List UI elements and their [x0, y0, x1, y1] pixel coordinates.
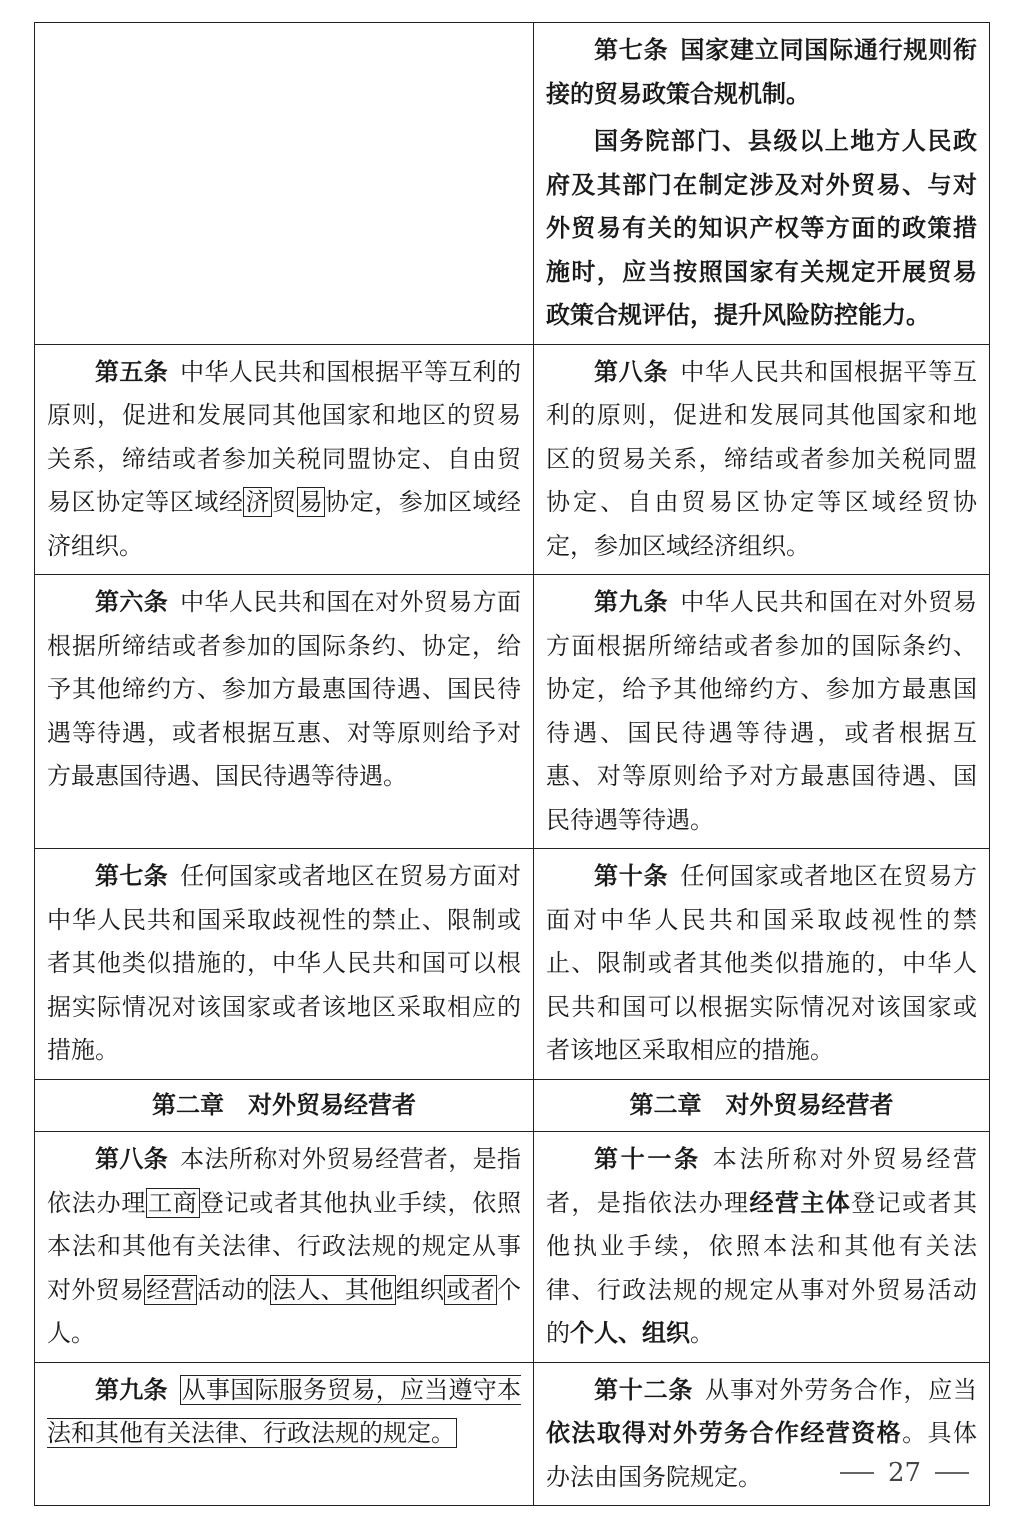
article-number: 第七条: [594, 36, 669, 64]
article-number: 第八条: [594, 357, 669, 386]
article-paragraph: [546, 351, 977, 569]
article-text: 中华人民共和国在对外贸易方面根据所缔结或者参加的国际条约、协定，给予其他缔约方、参加方最惠国待遇、国民待遇等待遇，或者根据互惠、对等原则给予对方最惠国待遇、国民待遇等待遇。: [47, 588, 521, 790]
article-paragraph: [546, 581, 977, 842]
new-version-cell: [534, 575, 990, 849]
old-version-cell: [35, 575, 534, 849]
article-text: 。: [690, 1319, 714, 1347]
deleted-text-box: 或者: [446, 1275, 496, 1304]
amended-text: 国家建立同国际通行规则衔接的贸易政策合规机制。: [546, 36, 978, 108]
article-number: 第十二条: [594, 1375, 694, 1404]
article-number: 第九条: [95, 1375, 168, 1404]
article-text: 任何国家或者地区在贸易方面对中华人民共和国采取歧视性的禁止、限制或者其他类似措施的，中华人民共和国可以根据实际情况对该国家或者该地区采取相应的措施。: [546, 862, 978, 1064]
article-paragraph: [546, 1138, 977, 1356]
amended-text: 个人、组织: [570, 1319, 690, 1347]
footer-dash-right: [935, 1472, 969, 1474]
article-number: 第五条: [95, 357, 169, 386]
article-number: 第七条: [95, 862, 169, 890]
page-footer: [840, 1458, 990, 1488]
deleted-text-box: 经营: [146, 1275, 196, 1304]
old-version-cell: [35, 1362, 534, 1506]
footer-dash-left: [840, 1472, 874, 1474]
article-row: [35, 575, 990, 849]
new-version-cell: [534, 849, 990, 1080]
article-text: 登记或者其他执业手续，依照本法和其他有关法律、行政法规的规定从事对外贸易: [47, 1188, 522, 1304]
article-paragraph: [47, 351, 521, 569]
article-row: [35, 344, 990, 575]
article-row: [35, 23, 990, 345]
chapter-title: 对外贸易经营者: [725, 1090, 894, 1119]
amended-text: 经营主体: [749, 1188, 852, 1217]
article-row: [35, 849, 990, 1080]
chapter-number: 第二章: [152, 1090, 224, 1119]
article-text: 从事对外劳务合作，应当: [705, 1375, 978, 1404]
article-paragraph: [47, 581, 521, 799]
chapter-number: 第二章: [629, 1090, 702, 1119]
deleted-text-box: 法人、其他: [272, 1275, 394, 1304]
article-text: 贸: [272, 488, 297, 516]
deleted-text-box: 易: [298, 488, 324, 516]
old-version-cell: [35, 849, 534, 1080]
article-row: [35, 1132, 990, 1363]
article-text: 。具体办法由国务院规定。: [546, 1419, 977, 1491]
deleted-text-box: 从事国际服务贸易，应当遵守本法和其他有关法律、行政法规的规定。: [47, 1375, 521, 1447]
article-text: 活动的: [197, 1275, 271, 1304]
article-paragraph: [546, 29, 977, 116]
article-number: 第十条: [594, 862, 669, 890]
new-version-cell: [534, 1132, 990, 1363]
comparison-table-body: [35, 23, 990, 1506]
article-text: 组织: [395, 1275, 445, 1304]
amended-text: 国务院部门、县级以上地方人民政府及其部门在制定涉及对外贸易、与对外贸易有关的知识产权等方面的政策措施时，应当按照国家有关规定开展贸易政策合规评估，提升风险防控能力。: [546, 127, 977, 329]
old-version-cell: [35, 344, 534, 575]
amended-text: 依法取得对外劳务合作经营资格: [546, 1419, 903, 1447]
deleted-text-box: 工商: [148, 1188, 198, 1217]
article-paragraph: [546, 120, 977, 338]
article-text: 个人。: [47, 1275, 522, 1347]
article-text: 中华人民共和国根据平等互利的原则，促进和发展同其他国家和地区的贸易关系，缔结或者参加关税同盟协定、自由贸易区协定等区域经贸协定，参加区域经济组织。: [546, 357, 978, 560]
article-text: 本法所称对外贸易经营者，是指依法办理: [546, 1145, 978, 1217]
article-text: 中华人民共和国根据平等互利的原则，促进和发展同其他国家和地区的贸易关系，缔结或者参加关税同盟协定、自由贸易区协定等区域经: [47, 357, 521, 516]
deleted-text-box: 济: [245, 488, 271, 516]
article-paragraph: [47, 1369, 521, 1456]
old-version-cell: [35, 23, 534, 345]
article-text: 协定，参加区域经济组织。: [47, 488, 522, 560]
article-text: 中华人民共和国在对外贸易方面根据所缔结或者参加的国际条约、协定，给予其他缔约方、参加方最惠国待遇、国民待遇等待遇，或者根据互惠、对等原则给予对方最惠国待遇、国民待遇等待遇。: [546, 588, 978, 834]
article-paragraph: [546, 855, 977, 1073]
new-version-cell: [534, 344, 990, 575]
article-text: 本法所称对外贸易经营者，是指依法办理: [47, 1145, 521, 1217]
new-version-cell: [534, 23, 990, 345]
new-version-cell: [534, 1079, 990, 1132]
article-paragraph: [47, 1138, 521, 1356]
old-version-cell: [35, 1079, 534, 1132]
chapter-title: 对外贸易经营者: [248, 1090, 416, 1119]
article-text: 登记或者其他执业手续，依照本法和其他有关法律、行政法规的规定从事对外贸易活动的: [546, 1188, 977, 1347]
page-number: 27: [888, 1458, 922, 1488]
article-number: 第六条: [95, 588, 169, 616]
article-number: 第九条: [594, 588, 669, 616]
comparison-table: [34, 22, 990, 1506]
chapter-row: [35, 1079, 990, 1132]
article-paragraph: [47, 855, 521, 1073]
article-number: 第八条: [95, 1145, 169, 1173]
article-number: 第十一条: [594, 1145, 701, 1173]
old-version-cell: [35, 1132, 534, 1363]
article-text: 任何国家或者地区在贸易方面对中华人民共和国采取歧视性的禁止、限制或者其他类似措施的，中华人民共和国可以根据实际情况对该国家或者该地区采取相应的措施。: [47, 862, 521, 1064]
